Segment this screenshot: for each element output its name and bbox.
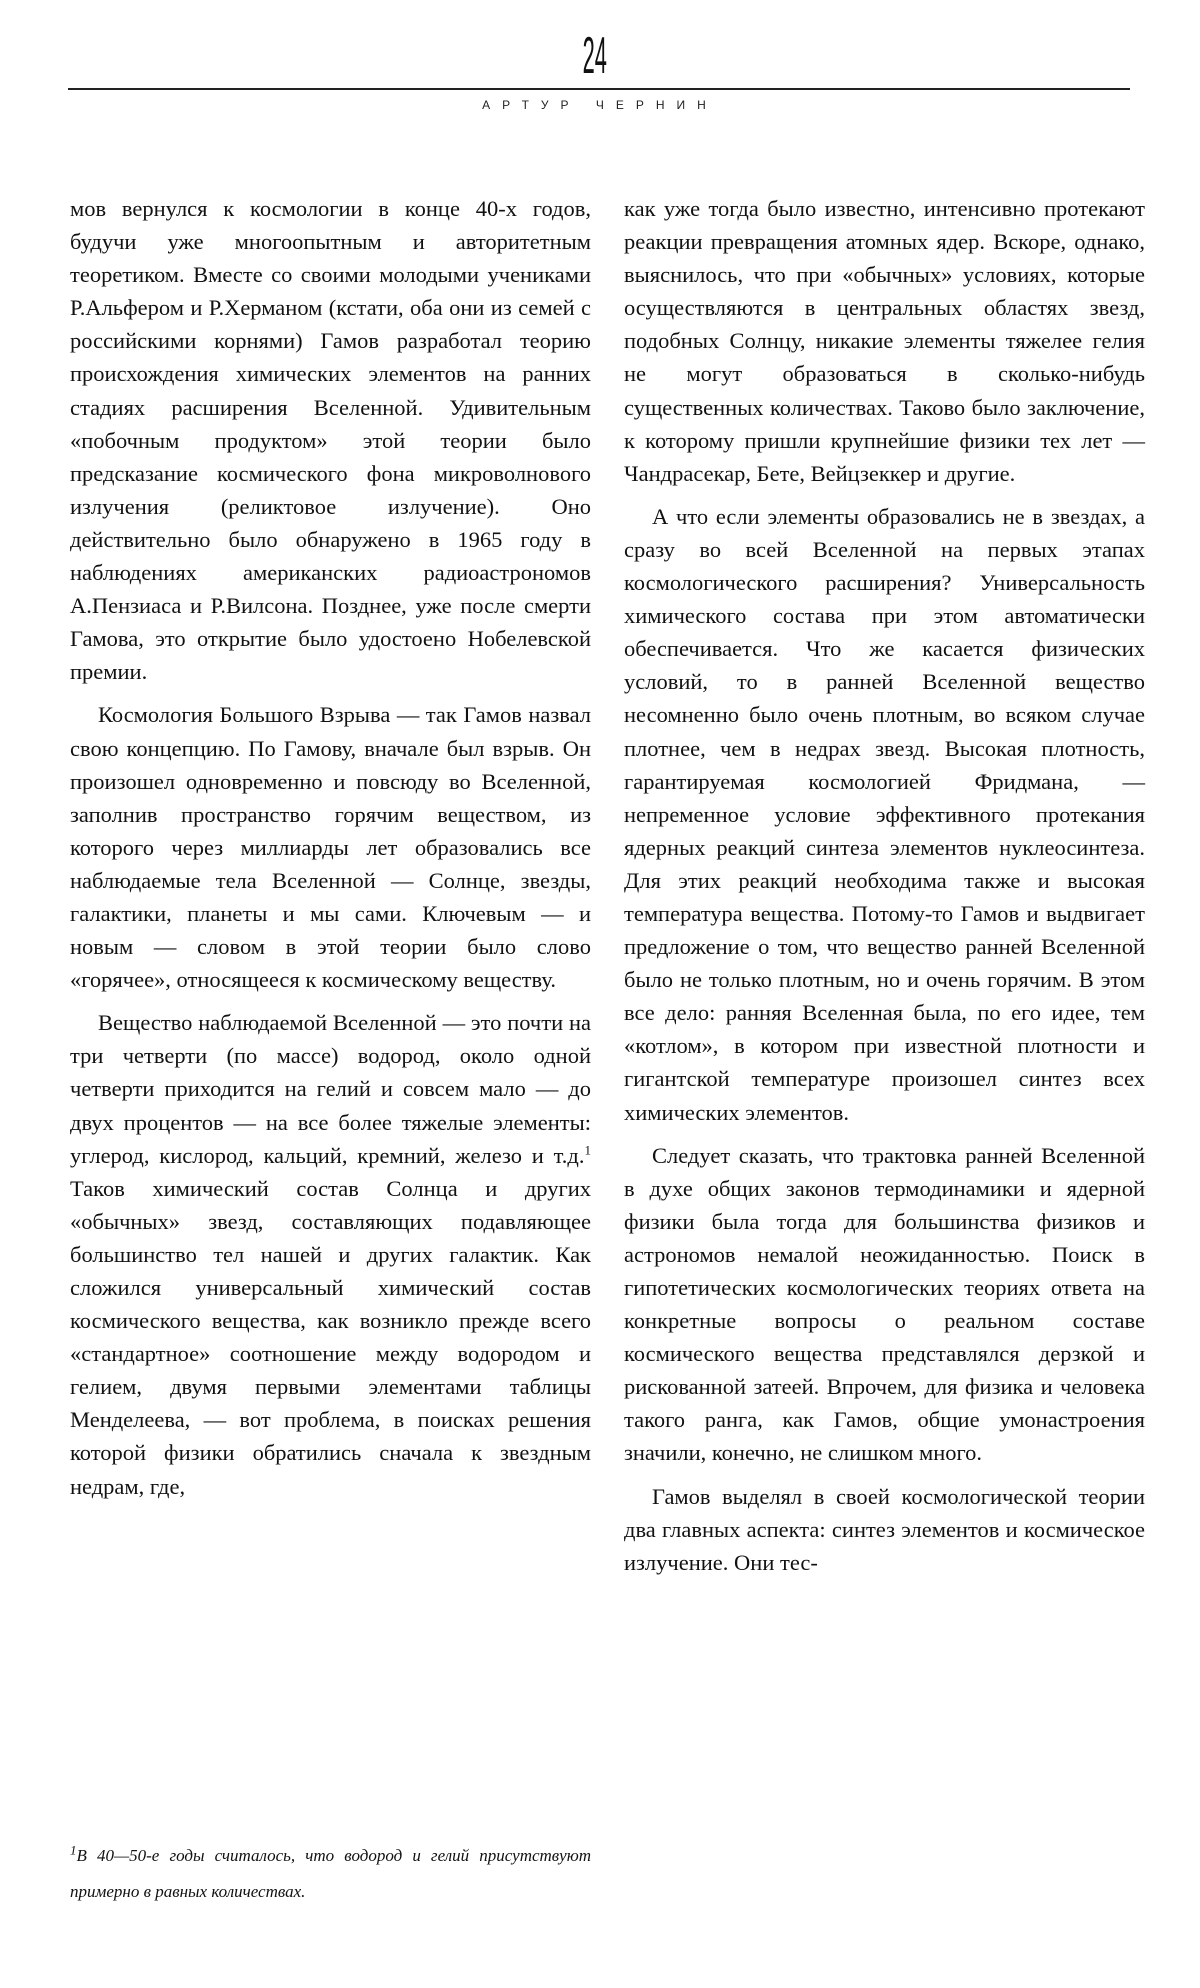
page-number: 24	[582, 27, 607, 85]
paragraph-text: Вещество наблюдаемой Вселенной — это почти на три четверти (по массе) водород, около одной четверти приходится на гелий и совсем мало — до двух процентов — на все более тяжелые элементы: углерод, кислород, кальций, кремний, железо и т.д.	[70, 1010, 591, 1168]
footnote-reference[interactable]: 1	[584, 1142, 591, 1158]
paragraph	[70, 1006, 591, 1502]
paragraph: Космология Большого Взрыва — так Гамов назвал свою концепцию. По Гамову, вначале был взрыв. Он произошел одновременно и повсюду во Вселенной, заполнив пространство горячим веществом, из которого через миллиарды лет образовались все наблюдаемые тела Вселенной — Солнце, звезды, галактики, планеты и мы сами. Ключевым — и новым — словом в этой теории было слово «горячее», относящееся к космическому веществу.	[70, 702, 591, 993]
footnote-text: В 40—50-е годы считалось, что водород и гелий присутствуют примерно в равных количествах.	[70, 1846, 591, 1901]
paragraph: как уже тогда было известно, интенсивно протекают реакции превращения атомных ядер. Вскоре, однако, выяснилось, что при «обычных» условиях, которые осуществляются в центральных областях звезд, подобных Солнцу, никакие элементы тяжелее гелия не могут образоваться в сколько-нибудь существенных количествах. Таково было заключение, к которому пришли крупнейшие физики тех лет — Чандрасекар, Бете, Вейцзеккер и другие.	[624, 196, 1145, 486]
paragraph: Следует сказать, что трактовка ранней Вселенной в духе общих законов термодинамики и ядерной физики была тогда для большинства физиков и астрономов немалой неожиданностью. Поиск в гипотетических космологических теориях ответа на конкретные вопросы о реальном составе космического вещества представлялся дерзкой и рискованной затеей. Впрочем, для физика и человека такого ранга, как Гамов, общие умонастроения значили, конечно, не слишком много.	[624, 1142, 1145, 1466]
left-column	[70, 192, 591, 1503]
paragraph: А что если элементы образовались не в звездах, а сразу во всей Вселенной на первых этапах космологического расширения? Универсальность химического состава при этом автоматически обеспечивается. Что же касается физических условий, то в ранней Вселенной вещество несомненно было очень плотным, во всяком случае плотнее, чем в недрах звезд. Высокая плотность, гарантируемая космологией Фридмана, — непременное условие эффективного протекания ядерных реакций синтеза элементов нуклеосинтеза. Для этих реакций необходима также и высокая температура вещества. Потому-то Гамов и выдвигает предложение о том, что вещество ранней Вселенной было не только плотным, но и очень горячим. В этом все дело: ранняя Вселенная была, по его идее, тем «котлом», в котором при известной плотности и гигантской температуре произошел синтез всех химических элементов.	[624, 503, 1145, 1125]
running-head-author: АРТУР ЧЕРНИН	[482, 98, 718, 112]
right-column	[624, 192, 1145, 1579]
footnote-marker: 1	[70, 1842, 77, 1858]
paragraph: Гамов выделял в своей космологической теории два главных аспекта: синтез элементов и космическое излучение. Они тес-	[624, 1483, 1145, 1575]
header-rule	[68, 88, 1130, 90]
paragraph-text-continued: Таков химический состав Солнца и других «обычных» звезд, составляющих подавляющее большинство тел нашей и других галактик. Как сложился универсальный химический состав космического вещества, как возникло прежде всего «стандартное» соотношение между водородом и гелием, двумя первыми элементами таблицы Менделеева, — вот проблема, в поисках решения которой физики обратились сначала к звездным недрам, где,	[70, 1175, 591, 1499]
paragraph: мов вернулся к космологии в конце 40-х годов, будучи уже многоопытным и авторитетным теоретиком. Вместе со своими молодыми учениками Р.Альфером и Р.Херманом (кстати, оба они из семей с российскими корнями) Гамов разработал теорию происхождения химических элементов на ранних стадиях расширения Вселенной. Удивительным «побочным продуктом» этой теории было предсказание космического фона микроволнового излучения (реликтовое излучение). Оно действительно было обнаружено в 1965 году в наблюдениях американских радиоастрономов А.Пензиаса и Р.Вилсона. Позднее, уже после смерти Гамова, это открытие было удостоено Нобелевской премии.	[70, 196, 591, 685]
footnote	[70, 1838, 591, 1910]
